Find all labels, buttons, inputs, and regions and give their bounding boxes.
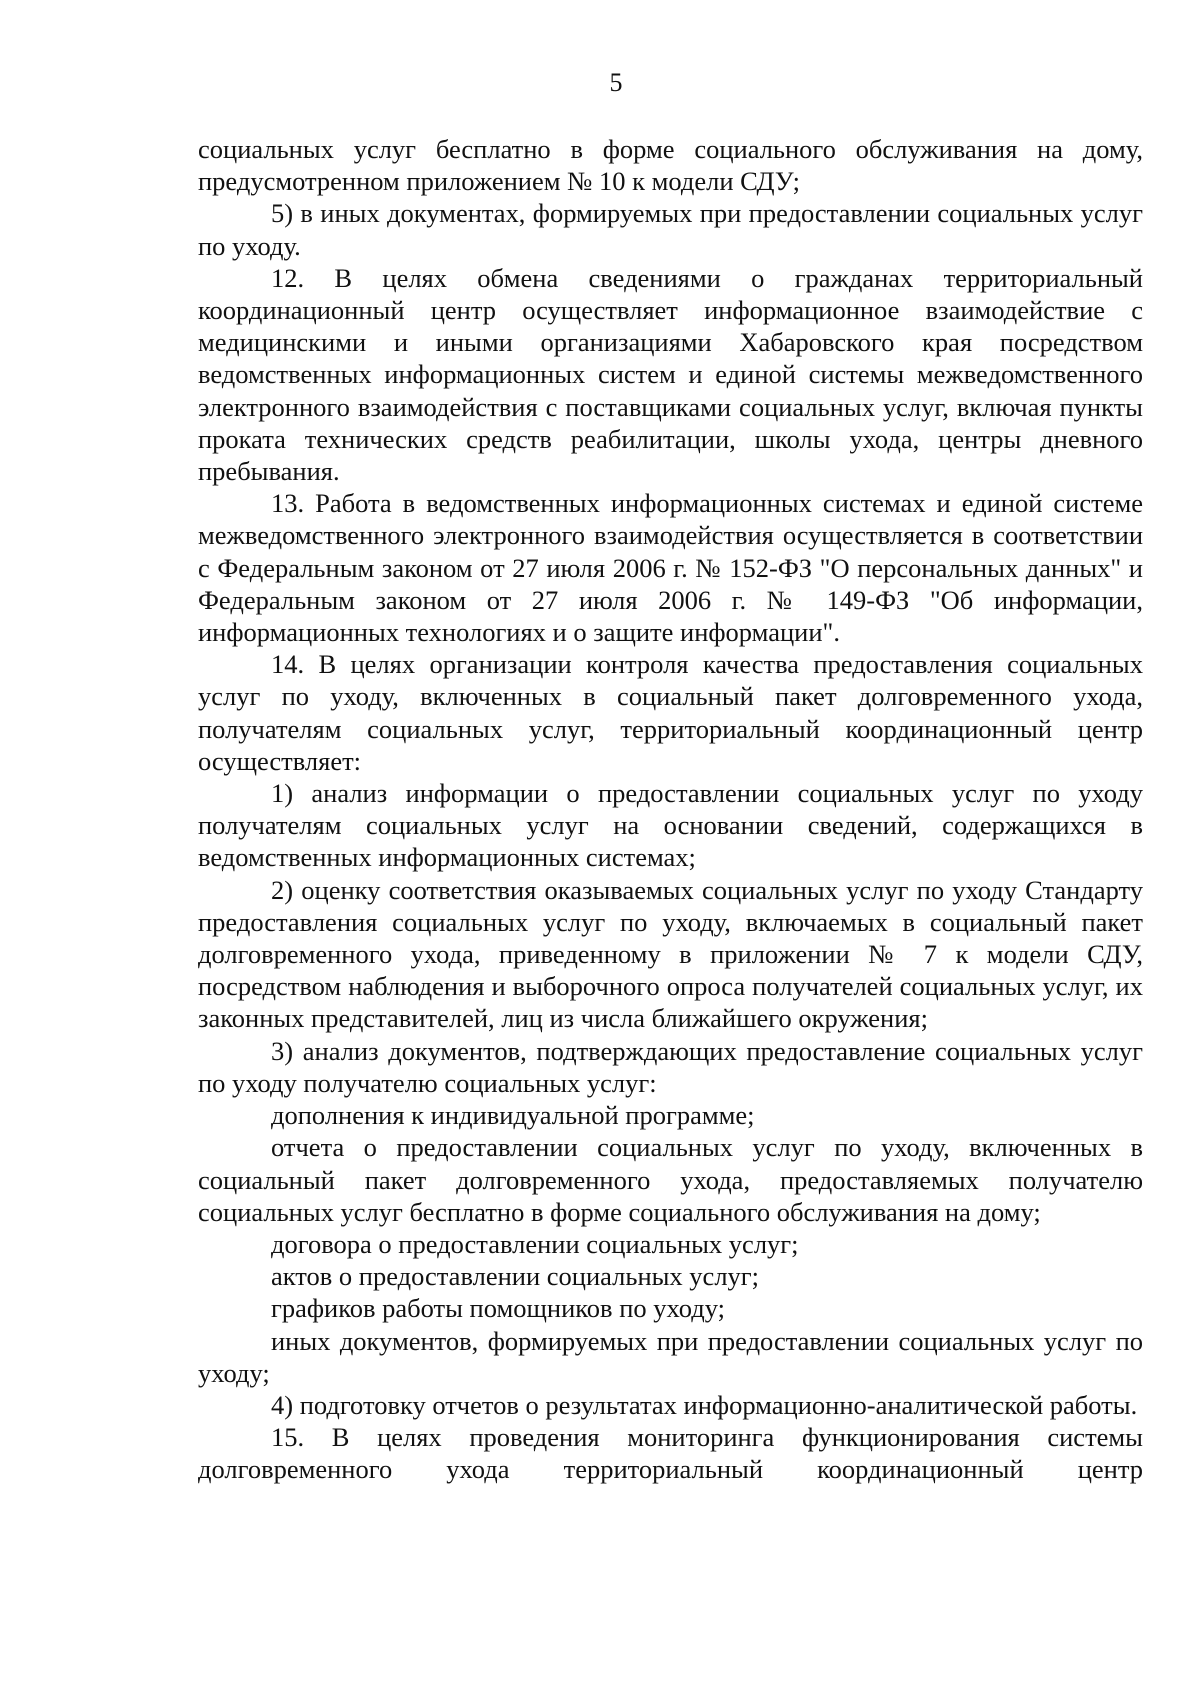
list-item-acts: актов о предоставлении социальных услуг; <box>271 1261 760 1292</box>
list-item-contract: договора о предоставлении социальных услуг; <box>271 1228 799 1259</box>
list-item-report: отчета о предоставлении социальных услуг по уходу, включенных в социальный пакет долговременного ухода, предоставляемых получателю социальных услуг бесплатно в форме социального обслуживания на дому; <box>198 1132 1143 1227</box>
list-item-supplement: дополнения к индивидуальной программе; <box>271 1100 755 1131</box>
paragraph-14-item-1: 1) анализ информации о предоставлении социальных услуг по уходу получателям социальных услуг на основании сведений, содержащихся в ведомственных информационных системах; <box>198 778 1143 873</box>
paragraph-14-item-2: 2) оценку соответствия оказываемых социальных услуг по уходу Стандарту предоставления социальных услуг по уходу, включаемых в социальный пакет долговременного ухода, приведенному в приложении № 7 к модели СДУ, посредством наблюдения и выборочного опроса получателей социальных услуг, их законных представителей, лиц из числа ближайшего окружения; <box>198 874 1143 1034</box>
paragraph-14-item-3: 3) анализ документов, подтверждающих предоставление социальных услуг по уходу получателю социальных услуг: <box>198 1035 1143 1098</box>
paragraph-item-5: 5) в иных документах, формируемых при предоставлении социальных услуг по уходу. <box>198 198 1143 261</box>
list-item-schedules: графиков работы помощников по уходу; <box>271 1293 725 1324</box>
page-number: 5 <box>609 68 623 97</box>
paragraph-14-item-4: 4) подготовку отчетов о результатах информационно-аналитической работы. <box>271 1389 1138 1420</box>
paragraph-continuation: социальных услуг бесплатно в форме социального обслуживания на дому, предусмотренном приложением № 10 к модели СДУ; <box>198 134 1143 197</box>
paragraph-12: 12. В целях обмена сведениями о гражданах территориальный координационный центр осуществляет информационное взаимодействие с медицинскими и иными организациями Хабаровского края посредством ведомственных информационных систем и единой системы межведомственного электронного взаимодействия с поставщиками социальных услуг, включая пункты проката технических средств реабилитации, школы ухода, центры дневного пребывания. <box>198 262 1143 487</box>
paragraph-14: 14. В целях организации контроля качества предоставления социальных услуг по уходу, включенных в социальный пакет долговременного ухода, получателям социальных услуг, территориальный координационный центр осуществляет: <box>198 649 1143 776</box>
paragraph-13: 13. Работа в ведомственных информационных системах и единой системе межведомственного электронного взаимодействия осуществляется в соответствии с Федеральным законом от 27 июля 2006 г. № 152-ФЗ "О персональных данных" и Федеральным законом от 27 июля 2006 г. № 149-ФЗ "Об информации, информационных технологиях и о защите информации". <box>198 488 1143 648</box>
paragraph-15: 15. В целях проведения мониторинга функционирования системы долговременного ухода территориальный координационный центр <box>198 1422 1143 1485</box>
document-body <box>198 133 1143 1486</box>
list-item-other-documents: иных документов, формируемых при предоставлении социальных услуг по уходу; <box>198 1325 1143 1388</box>
